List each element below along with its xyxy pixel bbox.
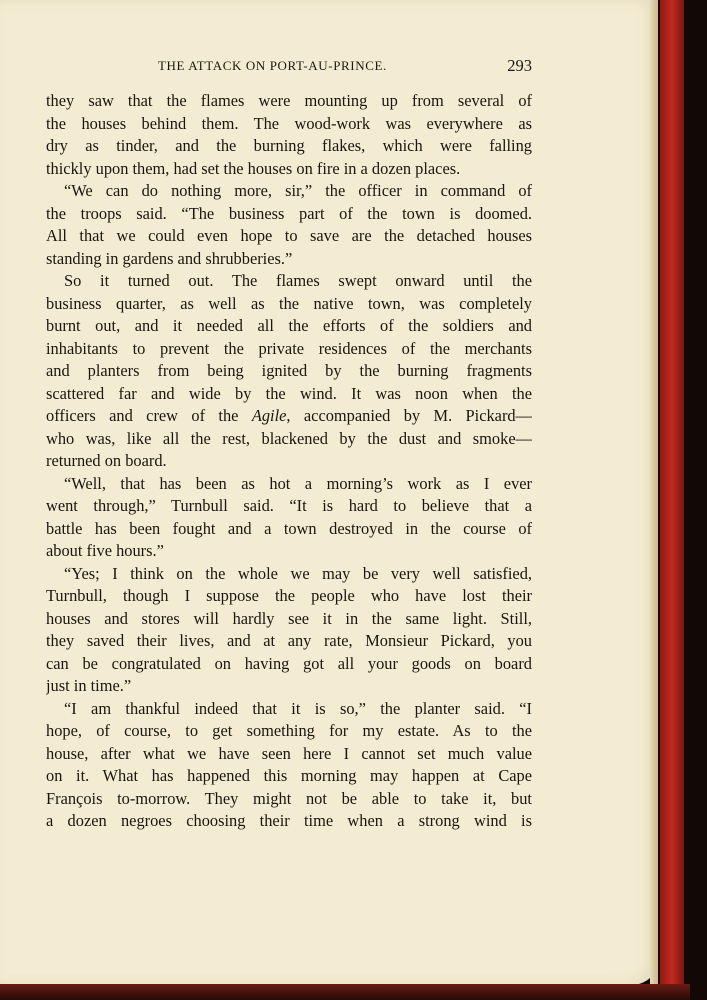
- text-line: burnt out, and it needed all the efforts of the soldiers and: [46, 316, 532, 335]
- text-line: “I am thankful indeed that it is so,” the planter said. “I: [64, 698, 532, 718]
- text-line: So it turned out. The flames swept onward until the: [64, 271, 532, 290]
- text-line: the troops said. “The business part of the town is doomed.: [46, 203, 532, 223]
- text-line: dry as tinder, and the burning flakes, which were falling: [46, 136, 532, 155]
- ship-name: Agile: [251, 406, 287, 425]
- text-line: scattered far and wide by the wind. It was noon when the: [46, 383, 532, 403]
- text-line: they saw that the flames were mounting up from several of: [46, 91, 532, 110]
- text-line: about five hours.”: [46, 541, 164, 560]
- red-book-binding: [660, 0, 684, 990]
- text-line: thickly upon them, had set the houses on fire in a dozen places.: [46, 158, 461, 178]
- text-line: battle has been fought and a town destroyed in the course of: [46, 518, 532, 538]
- text-line: hope, of course, to get something for my estate. As to the: [46, 721, 532, 740]
- text-line: “Well, that has been as hot a morning’s work as I ever: [64, 473, 532, 493]
- text-segment: , accompanied by M. Pickard—: [286, 406, 532, 425]
- text-line: can be congratulated on having got all your goods on board: [46, 653, 532, 673]
- text-line: who was, like all the rest, blackened by the dust and smoke—: [46, 428, 532, 448]
- body-text: [46, 90, 532, 833]
- scan-background-edge: [684, 0, 707, 1000]
- text-line: just in time.”: [46, 676, 132, 695]
- page-edge: [650, 0, 658, 984]
- text-line: house, after what we have seen here I cannot set much value: [46, 743, 532, 763]
- text-line: All that we could even hope to save are the detached houses: [46, 226, 532, 245]
- text-line: returned on board.: [46, 451, 167, 470]
- text-line: Turnbull, though I suppose the people who have lost their: [46, 586, 532, 605]
- text-line: and planters from being ignited by the burning fragments: [46, 361, 532, 380]
- text-line: “Yes; I think on the whole we may be very well satisfied,: [64, 563, 532, 583]
- text-line: on it. What has happened this morning may happen at Cape: [46, 766, 532, 785]
- text-line: inhabitants to prevent the private residences of the merchants: [46, 338, 532, 358]
- book-bottom-edge: [0, 984, 690, 1000]
- text-line: went through,” Turnbull said. “It is hard to believe that a: [46, 496, 532, 515]
- page-number: 293: [507, 56, 532, 75]
- text-line: they saved their lives, and at any rate, Monsieur Pickard, you: [46, 631, 532, 650]
- text-line-with-ship-name: [46, 405, 532, 428]
- text-line: business quarter, as well as the native town, was completely: [46, 293, 532, 313]
- text-line: standing in gardens and shrubberies.”: [46, 248, 293, 268]
- text-line: a dozen negroes choosing their time when a strong wind is: [46, 811, 532, 830]
- running-head: [46, 56, 532, 78]
- chapter-running-title: THE ATTACK ON PORT-AU-PRINCE.: [158, 58, 387, 73]
- text-line: houses and stores will hardly see it in the same light. Still,: [46, 608, 532, 628]
- text-line: François to-morrow. They might not be able to take it, but: [46, 788, 532, 808]
- text-segment: officers and crew of the: [46, 406, 239, 425]
- text-line: the houses behind them. The wood-work was everywhere as: [46, 113, 532, 133]
- text-line: “We can do nothing more, sir,” the officer in command of: [64, 181, 532, 200]
